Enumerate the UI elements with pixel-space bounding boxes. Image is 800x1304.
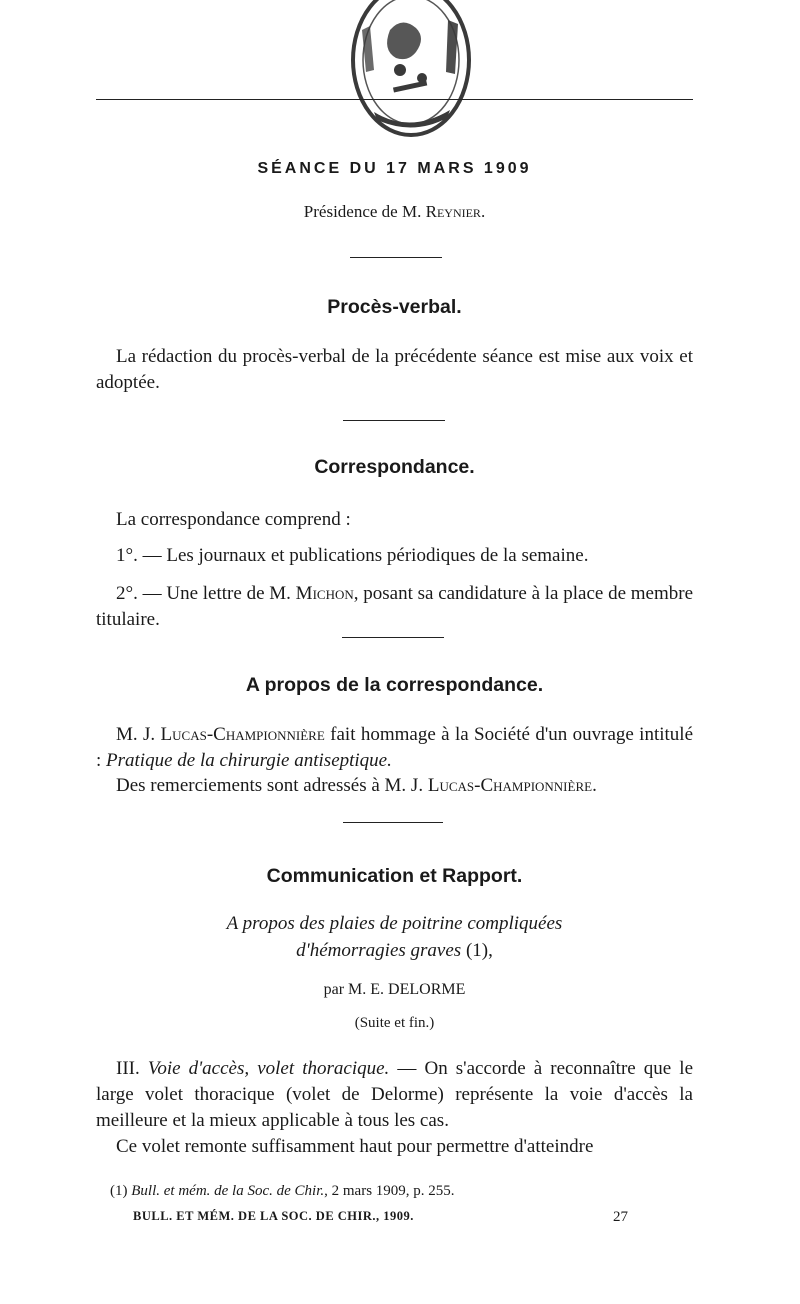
library-stamp-icon: [338, 0, 484, 150]
seance-heading: SÉANCE DU 17 MARS 1909: [257, 160, 532, 177]
section-divider: [350, 257, 442, 258]
page-footer: [133, 1209, 628, 1224]
communication-subtitle-line-1: A propos des plaies de poitrine compliquées: [226, 913, 563, 934]
communication-subtitle-line-2: d'hémorragies graves (1),: [296, 940, 493, 961]
book-title: Pratique de la chirurgie antiseptique.: [106, 750, 392, 771]
a-propos-paragraph-1: M. J. Lucas-Championnière fait hommage à la Société d'un ouvrage intitulé : Pratique de la chirurgie antiseptique.: [96, 724, 694, 771]
correspondance-item-1: 1°. — Les journaux et publications périodiques de la semaine.: [116, 545, 589, 566]
section-title-a-propos: A propos de la correspondance.: [245, 674, 544, 696]
presidence-prefix: Présidence de M.: [303, 202, 422, 221]
michon-name: Michon: [295, 583, 354, 604]
footnote-reference: (1),: [465, 940, 493, 961]
a-propos-paragraph-2: Des remerciements sont adressés à M. J. Lucas-Championnière.: [116, 775, 597, 796]
correspondance-intro: La correspondance comprend :: [116, 509, 351, 530]
subsection-title: Voie d'accès, volet thoracique.: [147, 1058, 390, 1079]
presidence-line: [96, 202, 693, 222]
footnote-source: Bull. et mém. de la Soc. de Chir.: [131, 1183, 325, 1199]
proces-verbal-paragraph: La rédaction du procès-verbal de la précédente séance est mise aux voix et adoptée.: [96, 346, 693, 393]
communication-paragraph-1: III. Voie d'accès, volet thoracique. — On s'accorde à reconnaître que le large volet thoracique (volet de Delorme) représente la voie d'accès la meilleure et la mieux applicable à tous les cas.: [96, 1058, 694, 1131]
bulletin-reference: BULL. ET MÉM. DE LA SOC. DE CHIR., 1909.: [133, 1209, 414, 1223]
suite-note: (Suite et fin.): [354, 1015, 435, 1031]
president-name: Reynier.: [425, 202, 486, 221]
correspondance-item-2: 2°. — Une lettre de M. Michon, posant sa candidature à la place de membre titulaire.: [96, 583, 694, 630]
lucas-championniere-name: Lucas-Championnière.: [427, 775, 597, 796]
footnote: (1) Bull. et mém. de la Soc. de Chir., 2 mars 1909, p. 255.: [110, 1183, 455, 1199]
section-divider: [342, 637, 444, 638]
communication-paragraph-2: Ce volet remonte suffisamment haut pour permettre d'atteindre: [116, 1136, 594, 1157]
section-title-communication: Communication et Rapport.: [266, 865, 523, 887]
header-rule: [96, 99, 693, 100]
lucas-championniere-name: Lucas-Championnière: [160, 724, 325, 745]
section-title-correspondance: Correspondance.: [314, 456, 475, 478]
section-title-proces-verbal: Procès-verbal.: [327, 296, 462, 318]
author-line: par M. E. DELORME: [323, 981, 466, 998]
page-number: 27: [613, 1209, 628, 1225]
section-divider: [343, 420, 445, 421]
section-divider: [343, 822, 443, 823]
